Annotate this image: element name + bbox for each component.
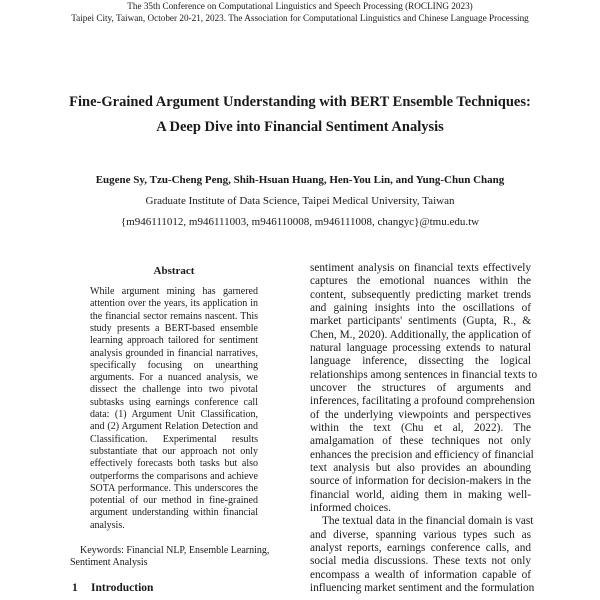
body-text-line: informed choices. bbox=[310, 501, 391, 514]
abstract-heading: Abstract bbox=[153, 265, 195, 277]
abstract-line: argument understanding within financial bbox=[90, 507, 258, 519]
body-text-line: analyst reports, earnings conference calls, and bbox=[310, 541, 531, 554]
abstract-line: learning approach tailored for sentiment bbox=[90, 335, 258, 347]
body-text-line: content, subsequently predicting market trends bbox=[310, 288, 531, 301]
emails: {m946111012, m946111003, m946110008, m946111008, changyc}@tmu.edu.tw bbox=[120, 216, 480, 228]
keywords-line-2: Sentiment Analysis bbox=[70, 557, 148, 568]
body-text-line: financial world, aiding them in making well- bbox=[310, 488, 531, 501]
body-text-line: natural language processing extends to natural bbox=[310, 341, 531, 354]
body-text-line: sentiment analysis on financial texts effectively bbox=[310, 262, 531, 274]
body-text-line: of the underlying viewpoints and perspectives bbox=[310, 408, 531, 421]
body-text-line: language inference, dissecting the logical bbox=[310, 355, 531, 368]
abstract-line: outperforms the comparisons and achieve bbox=[90, 470, 258, 482]
conference-header-line-2: Taipei City, Taiwan, October 20-21, 2023. The Association for Computational Linguistics and Chinese Language Processing bbox=[71, 13, 529, 23]
body-text-line: source of information for decision-makers in the bbox=[310, 475, 531, 488]
paper-title-line-1: Fine-Grained Argument Understanding with BERT Ensemble Techniques: bbox=[69, 94, 531, 110]
body-text-line: relationships among sentences in financial texts to bbox=[310, 368, 538, 381]
conference-header-line-1: The 35th Conference on Computational Linguistics and Speech Processing (ROCLING 2023) bbox=[127, 1, 473, 11]
body-text-line: influencing market sentiment and the formulation bbox=[310, 581, 535, 594]
body-text-line: enhances the precision and efficiency of financial bbox=[310, 448, 534, 461]
abstract-line: analysis grounded in financial narratives, bbox=[90, 347, 258, 359]
abstract-line: specifically focusing on unearthing bbox=[90, 359, 258, 371]
body-text-line: captures the emotional nuances within the bbox=[310, 275, 531, 288]
abstract-line: analysis. bbox=[90, 519, 125, 531]
abstract-line: potential of our method in fine-grained bbox=[90, 495, 258, 507]
body-text-line: uncover the structures of arguments and bbox=[310, 381, 531, 394]
body-text-line: encompass a wealth of information capable of bbox=[310, 568, 531, 581]
abstract-line: dissect the challenge into two pivotal bbox=[90, 384, 258, 396]
abstract-line: arguments. For a nuanced analysis, we bbox=[90, 372, 258, 384]
abstract-line: attention over the years, its application in bbox=[90, 298, 258, 310]
abstract-line: the financial sector remains nascent. This bbox=[90, 310, 258, 322]
abstract-line: and (2) Argument Relation Detection and bbox=[90, 421, 258, 433]
abstract-line: SOTA performance. This underscores the bbox=[90, 482, 258, 494]
abstract-line: substantiate that our approach not only bbox=[90, 445, 258, 457]
body-text-line: and gaining insights into the oscillations of bbox=[310, 301, 531, 314]
abstract-line: Classification. Experimental results bbox=[90, 433, 258, 445]
section-number: 1 bbox=[72, 582, 78, 594]
abstract-line: subtasks using earnings conference call bbox=[90, 396, 258, 408]
body-text-line: market participants' sentiments (Gupta, R., & bbox=[310, 315, 531, 328]
body-text-line: The textual data in the financial domain is vast bbox=[322, 515, 534, 528]
abstract-line: data: (1) Argument Unit Classification, bbox=[90, 409, 258, 420]
keywords-line-1: Keywords: Financial NLP, Ensemble Learning, bbox=[80, 545, 270, 556]
body-text-line: within the text (Chu et al, 2022). The bbox=[310, 421, 531, 434]
section-title: Introduction bbox=[91, 582, 154, 594]
abstract-line: study presents a BERT-based ensemble bbox=[90, 322, 258, 334]
abstract-line: While argument mining has garnered bbox=[90, 286, 258, 297]
body-text-line: amalgamation of these techniques not only bbox=[310, 435, 531, 448]
paper-title-line-2: A Deep Dive into Financial Sentiment Analysis bbox=[156, 119, 444, 135]
abstract-line: effectively forecasts both tasks but also bbox=[90, 458, 258, 470]
body-text-line: inferences, facilitating a profound comprehension bbox=[310, 395, 535, 408]
authors: Eugene Sy, Tzu-Cheng Peng, Shih-Hsuan Huang, Hen-You Lin, and Yung-Chun Chang bbox=[95, 174, 505, 186]
body-text-line: and diverse, spanning various types such as bbox=[310, 528, 531, 541]
body-text-line: social media discussions. These texts not only bbox=[310, 555, 531, 568]
body-text-line: Chen, M., 2020). Additionally, the application of bbox=[310, 328, 531, 341]
body-text-line: text analysis but also provides an abounding bbox=[310, 461, 531, 474]
affiliation: Graduate Institute of Data Science, Taipei Medical University, Taiwan bbox=[145, 195, 455, 207]
